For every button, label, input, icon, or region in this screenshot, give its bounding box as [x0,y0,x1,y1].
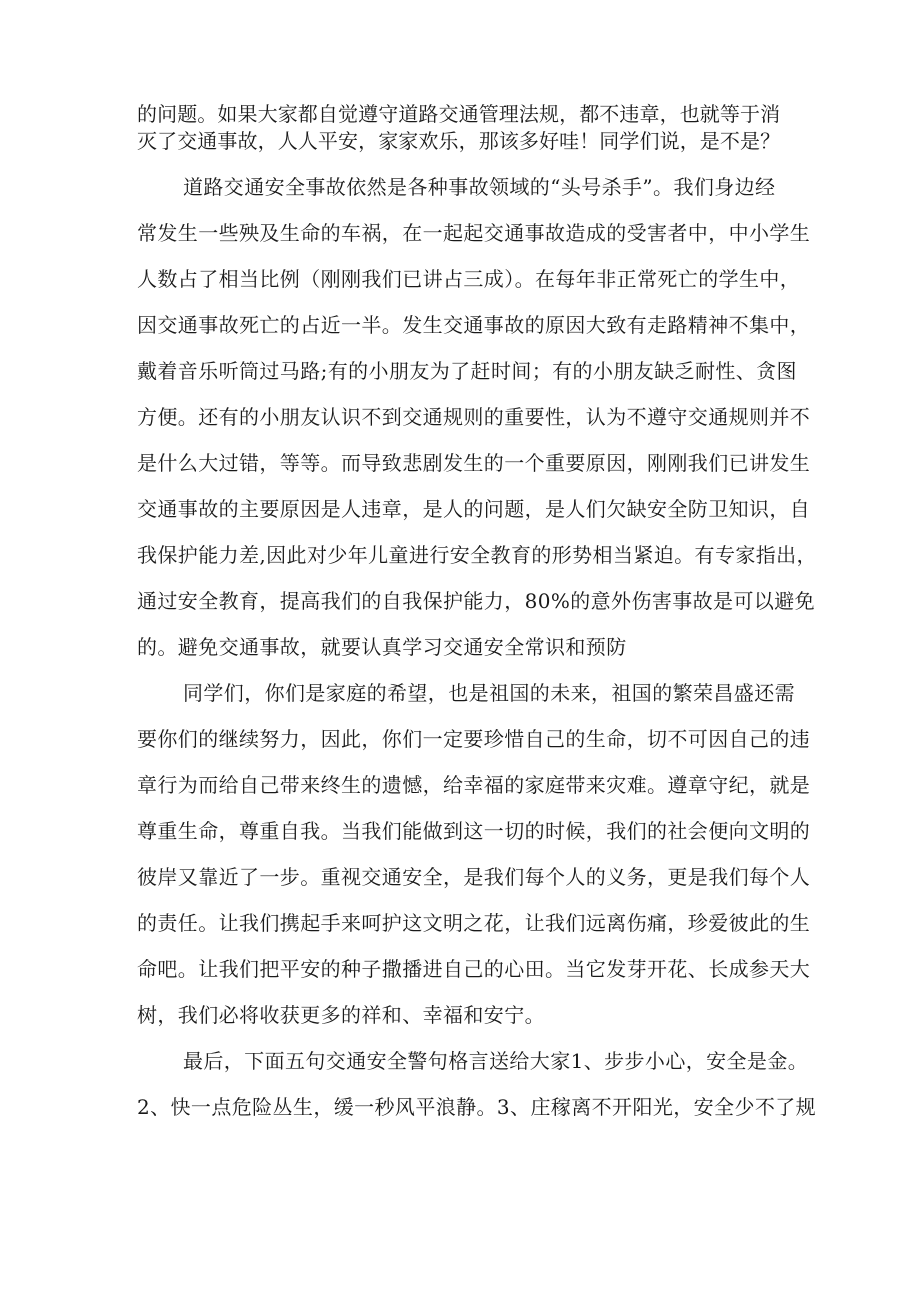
text-line: 常发生一些殃及生命的车祸，在一起起交通事故造成的受害者中，中小学生 [137,221,811,245]
text-line: 交通事故的主要原因是人违章，是人的问题，是人们欠缺安全防卫知识，自 [137,497,811,521]
paragraph-start-line: 道路交通安全事故依然是各种事故领域的“头号杀手”。我们身边经 [183,175,776,199]
text-line: 树，我们必将收获更多的祥和、幸福和安宁。 [137,1003,545,1027]
text-line-1: 的问题。如果大家都自觉遵守道路交通管理法规，都不违章，也就等于消 [137,102,781,126]
text-line: 的责任。让我们携起手来呵护这文明之花，让我们远离伤痛，珍爱彼此的生 [137,911,811,935]
text-line: 通过安全教育，提高我们的自我保护能力，80%的意外伤害事故是可以避免 [137,589,816,613]
paragraph-start-line: 最后，下面五句交通安全警句格言送给大家1、步步小心，安全是金。 [183,1049,809,1073]
text-line: 彼岸又靠近了一步。重视交通安全，是我们每个人的义务，更是我们每个人 [137,865,811,889]
text-line: 2、快一点危险丛生，缓一秒风平浪静。3、庄稼离不开阳光，安全少不了规 [137,1095,817,1119]
text-line: 章行为而给自己带来终生的遗憾，给幸福的家庭带来灾难。遵章守纪，就是 [137,773,811,797]
text-line: 方便。还有的小朋友认识不到交通规则的重要性，认为不遵守交通规则并不 [137,405,811,429]
text-line: 人数占了相当比例（刚刚我们已讲占三成）。在每年非正常死亡的学生中， [137,267,801,291]
paragraph-start-line: 同学们，你们是家庭的希望，也是祖国的未来，祖国的繁荣昌盛还需 [183,681,795,705]
text-line: 戴着音乐听筒过马路;有的小朋友为了赶时间；有的小朋友缺乏耐性、贪图 [137,359,797,383]
text-line: 的。避免交通事故，就要认真学习交通安全常识和预防 [137,635,627,659]
text-line: 我保护能力差,因此对少年儿童进行安全教育的形势相当紧迫。有专家指出， [137,543,817,567]
text-line: 是什么大过错，等等。而导致悲剧发生的一个重要原因，刚刚我们已讲发生 [137,451,811,475]
text-line: 尊重生命，尊重自我。当我们能做到这一切的时候，我们的社会便向文明的 [137,819,811,843]
text-line: 命吧。让我们把平安的种子撒播进自己的心田。当它发芽开花、长成参天大 [137,957,811,981]
text-line-2: 灭了交通事故，人人平安，家家欢乐，那该多好哇！同学们说，是不是？ [137,129,781,153]
text-line: 要你们的继续努力，因此，你们一定要珍惜自己的生命，切不可因自己的违 [137,727,811,751]
text-line: 因交通事故死亡的占近一半。发生交通事故的原因大致有走路精神不集中， [137,313,811,337]
